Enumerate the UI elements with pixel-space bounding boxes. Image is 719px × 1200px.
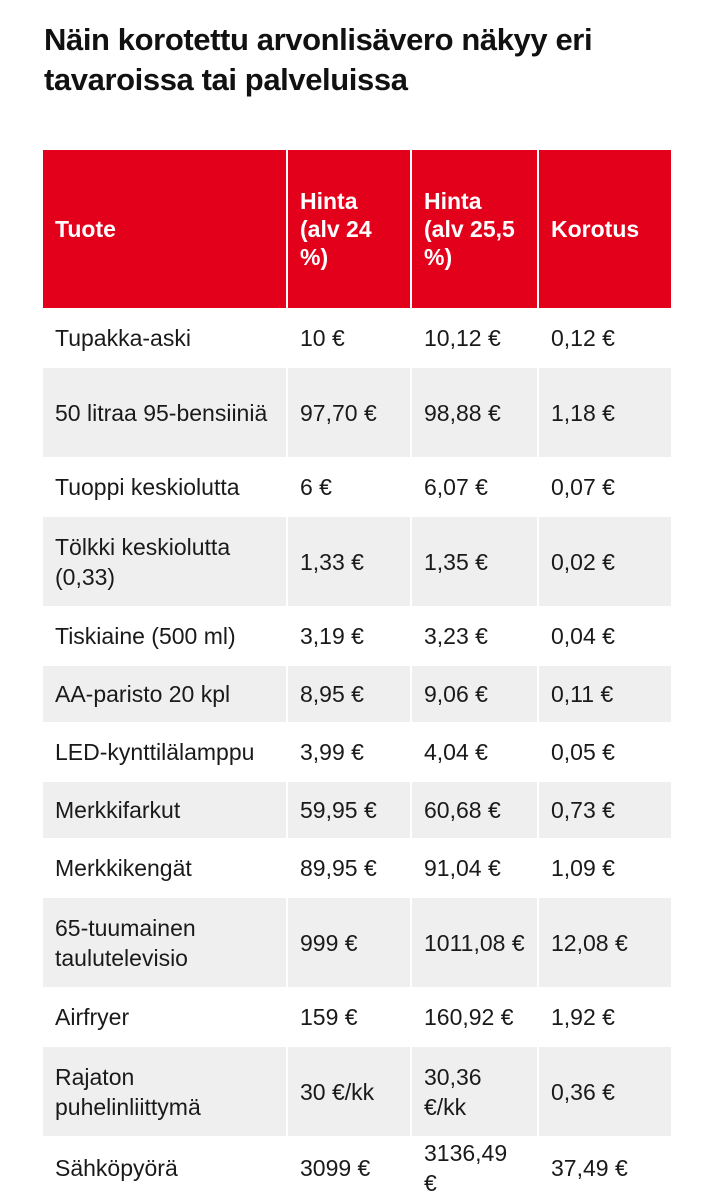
increase-cell: 1,92 € (539, 987, 671, 1045)
product-cell: Tiskiaine (500 ml) (43, 606, 288, 664)
product-cell: Airfryer (43, 987, 288, 1045)
increase-cell: 0,04 € (539, 606, 671, 664)
increase-cell: 1,09 € (539, 838, 671, 896)
column-header-increase: Korotus (539, 150, 671, 308)
increase-cell: 0,36 € (539, 1045, 671, 1136)
vat-price-table (43, 150, 671, 1198)
price-new-cell: 3136,49 € (412, 1136, 539, 1198)
price-new-cell: 4,04 € (412, 722, 539, 780)
table-row (43, 1045, 671, 1136)
price-old-cell: 3099 € (288, 1136, 412, 1198)
price-old-cell: 6 € (288, 457, 412, 515)
increase-cell: 0,02 € (539, 515, 671, 606)
column-header-price-old: Hinta (alv 24 %) (288, 150, 412, 308)
price-old-cell: 8,95 € (288, 664, 412, 722)
product-cell: Rajaton puhelinliittymä (43, 1045, 288, 1136)
price-old-cell: 97,70 € (288, 366, 412, 457)
price-new-cell: 1011,08 € (412, 896, 539, 987)
increase-cell: 12,08 € (539, 896, 671, 987)
table-row (43, 664, 671, 722)
price-old-cell: 3,19 € (288, 606, 412, 664)
price-new-cell: 1,35 € (412, 515, 539, 606)
product-cell: Merkkikengät (43, 838, 288, 896)
increase-cell: 0,05 € (539, 722, 671, 780)
table-row (43, 308, 671, 366)
column-header-price-new: Hinta (alv 25,5 %) (412, 150, 539, 308)
product-cell: Sähköpyörä (43, 1136, 288, 1198)
increase-cell: 0,12 € (539, 308, 671, 366)
product-cell: Merkkifarkut (43, 780, 288, 838)
product-cell: Tölkki keskiolutta (0,33) (43, 515, 288, 606)
price-old-cell: 3,99 € (288, 722, 412, 780)
table-row (43, 838, 671, 896)
price-new-cell: 30,36 €/kk (412, 1045, 539, 1136)
table-header (43, 150, 671, 308)
product-cell: AA-paristo 20 kpl (43, 664, 288, 722)
increase-cell: 0,07 € (539, 457, 671, 515)
price-old-cell: 999 € (288, 896, 412, 987)
price-new-cell: 160,92 € (412, 987, 539, 1045)
table-row (43, 1136, 671, 1198)
price-old-cell: 10 € (288, 308, 412, 366)
product-cell: LED-kynttilälamppu (43, 722, 288, 780)
page-title: Näin korotettu arvonlisävero näkyy eri tavaroissa tai palveluissa (44, 22, 593, 97)
price-old-cell: 159 € (288, 987, 412, 1045)
table-row (43, 896, 671, 987)
product-cell: 65-tuumainen taulutelevisio (43, 896, 288, 987)
table-row (43, 606, 671, 664)
column-header-product: Tuote (43, 150, 288, 308)
price-old-cell: 1,33 € (288, 515, 412, 606)
price-old-cell: 30 €/kk (288, 1045, 412, 1136)
table-row (43, 987, 671, 1045)
product-cell: Tuoppi keskiolutta (43, 457, 288, 515)
price-old-cell: 89,95 € (288, 838, 412, 896)
table-row (43, 457, 671, 515)
table-row (43, 515, 671, 606)
price-new-cell: 10,12 € (412, 308, 539, 366)
table-body (43, 308, 671, 1198)
product-cell: 50 litraa 95-bensiiniä (43, 366, 288, 457)
table-header-row (43, 150, 671, 308)
product-cell: Tupakka-aski (43, 308, 288, 366)
increase-cell: 1,18 € (539, 366, 671, 457)
increase-cell: 37,49 € (539, 1136, 671, 1198)
price-new-cell: 91,04 € (412, 838, 539, 896)
increase-cell: 0,73 € (539, 780, 671, 838)
price-new-cell: 6,07 € (412, 457, 539, 515)
table-row (43, 780, 671, 838)
price-new-cell: 3,23 € (412, 606, 539, 664)
increase-cell: 0,11 € (539, 664, 671, 722)
price-new-cell: 98,88 € (412, 366, 539, 457)
price-new-cell: 9,06 € (412, 664, 539, 722)
table-row (43, 366, 671, 457)
price-new-cell: 60,68 € (412, 780, 539, 838)
table-row (43, 722, 671, 780)
price-old-cell: 59,95 € (288, 780, 412, 838)
